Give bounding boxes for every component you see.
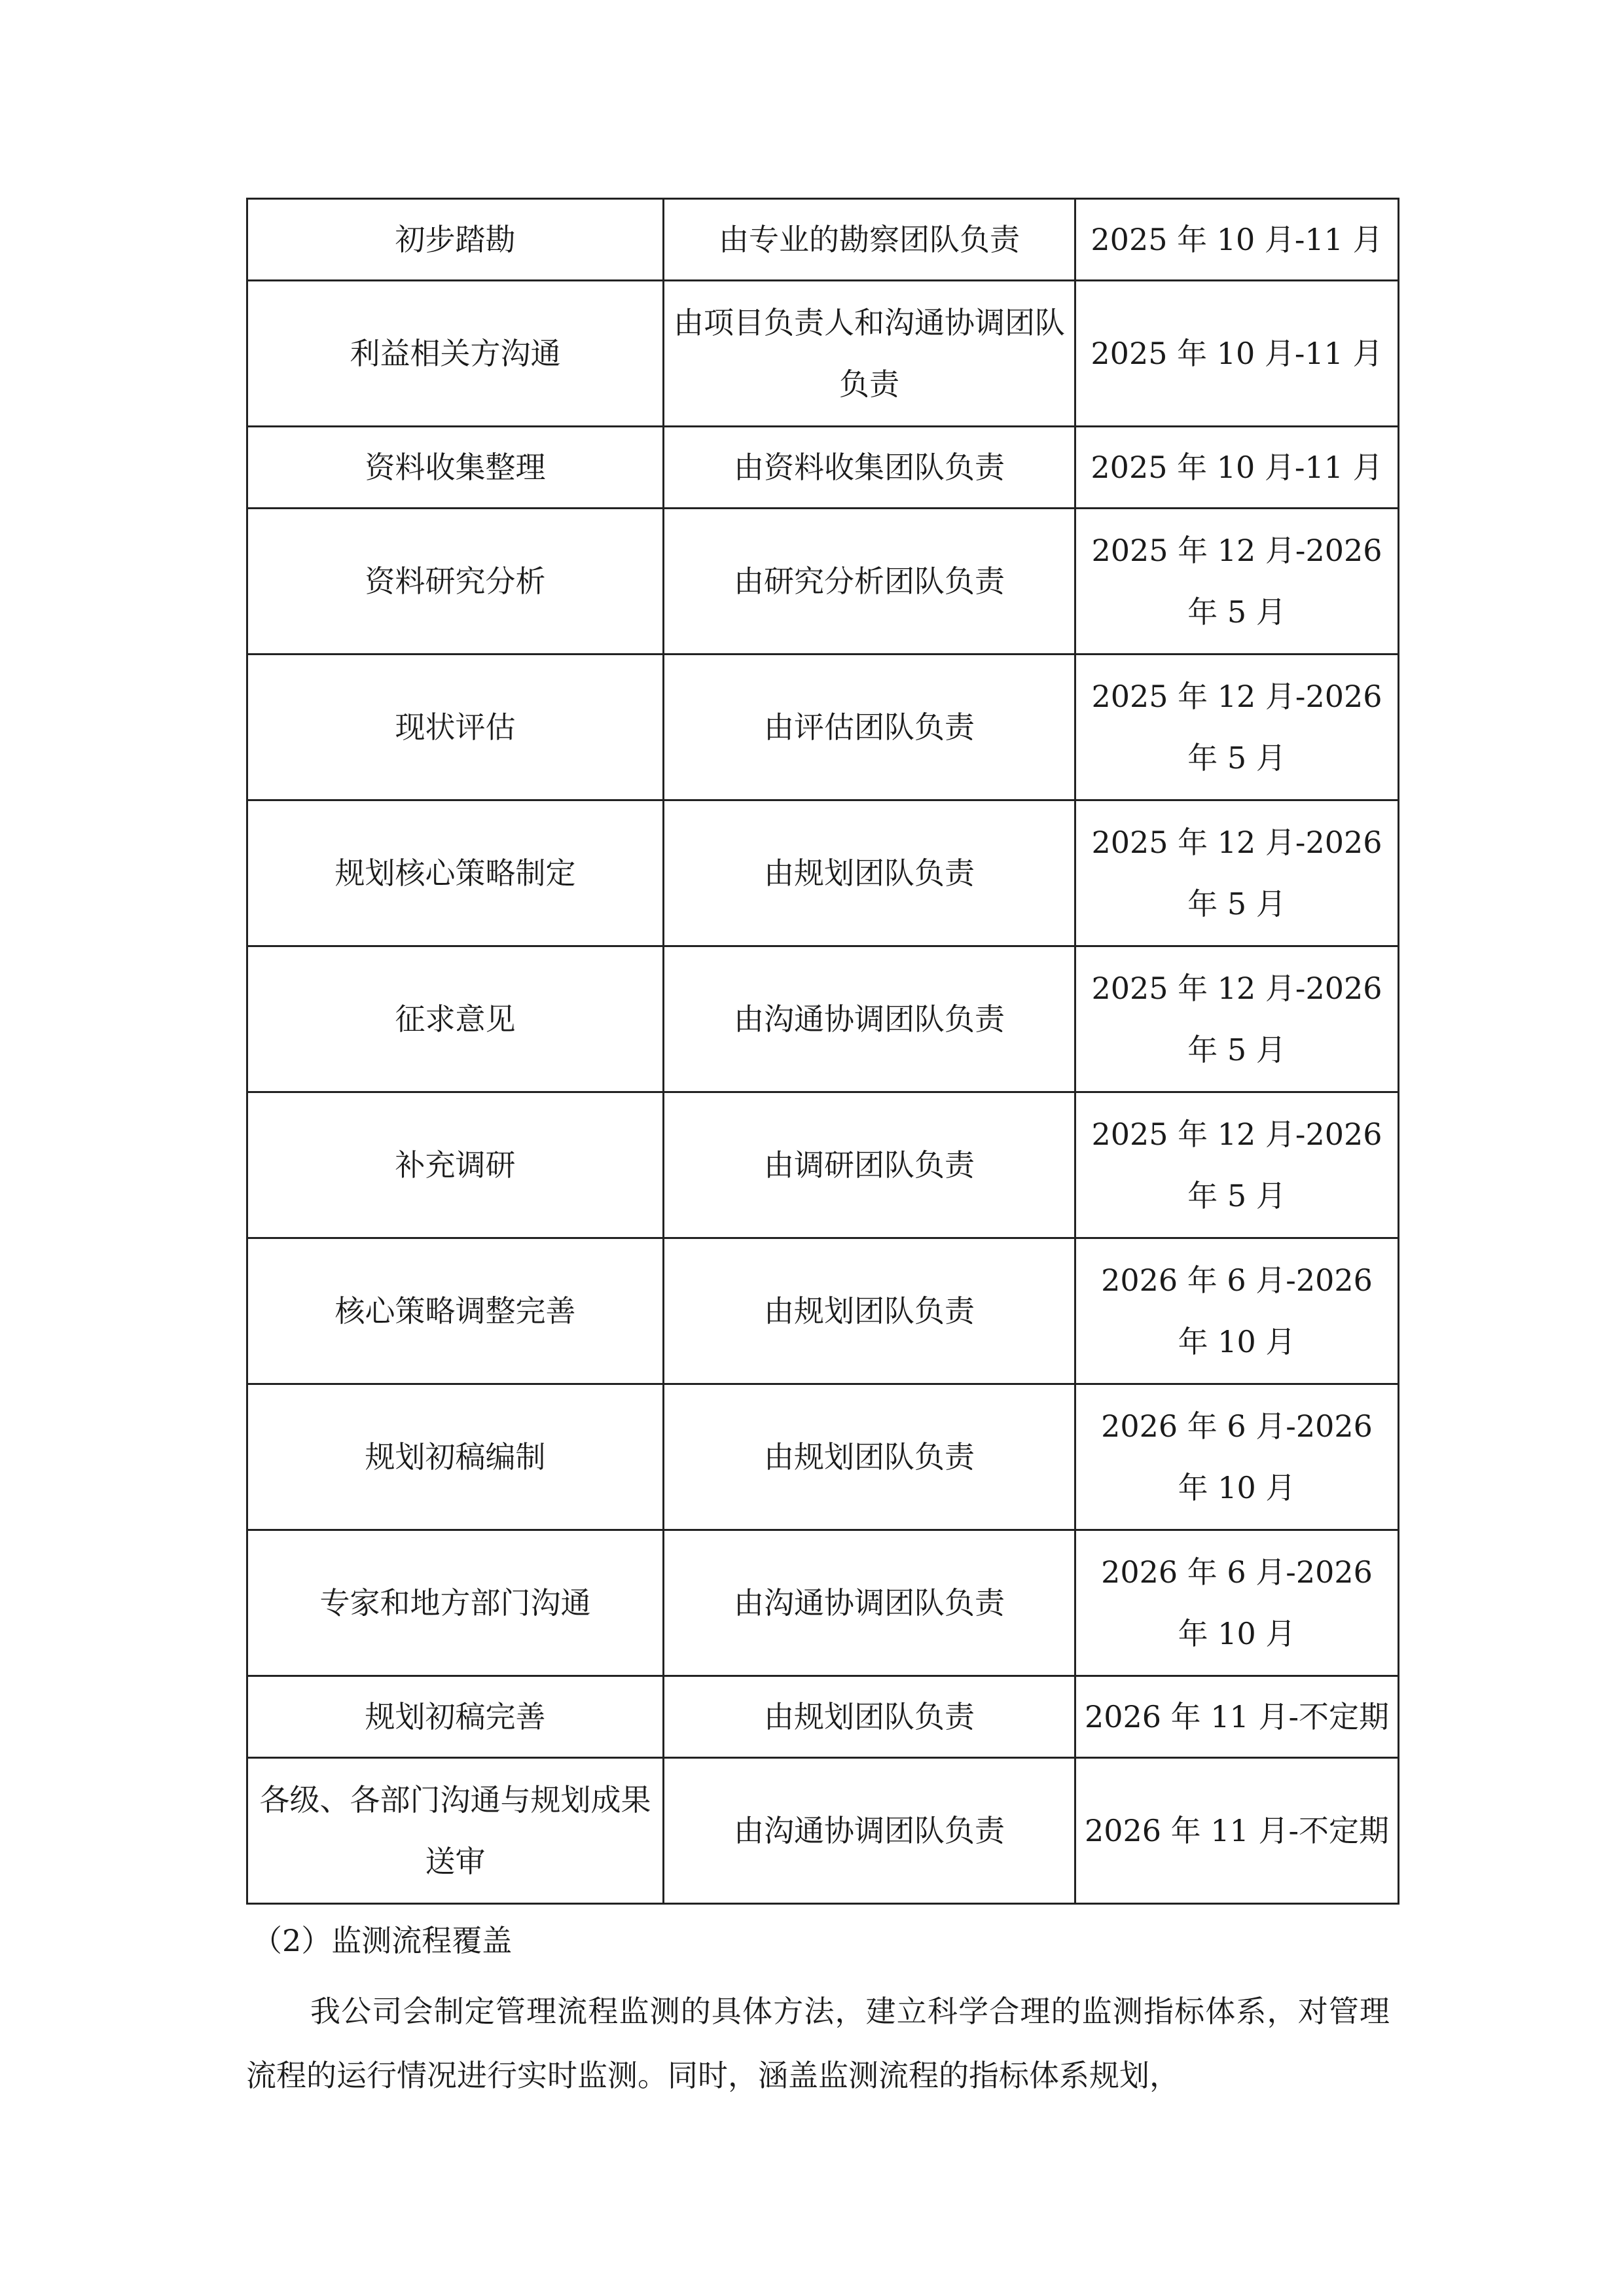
owner-cell: 由规划团队负责 (664, 1676, 1075, 1758)
table-row (247, 427, 1399, 509)
table-row (247, 1092, 1399, 1238)
owner-cell: 由评估团队负责 (664, 655, 1075, 800)
time-cell: 2025 年 10 月-11 月 (1075, 199, 1399, 281)
time-cell: 2025 年 10 月-11 月 (1075, 427, 1399, 509)
owner-cell: 由专业的勘察团队负责 (664, 199, 1075, 281)
table-row (247, 655, 1399, 800)
owner-cell: 由沟通协调团队负责 (664, 946, 1075, 1092)
task-cell: 规划初稿编制 (247, 1384, 664, 1530)
task-cell: 专家和地方部门沟通 (247, 1530, 664, 1676)
task-cell: 补充调研 (247, 1092, 664, 1238)
table-row (247, 509, 1399, 655)
time-cell: 2025 年 12 月-2026 年 5 月 (1075, 946, 1399, 1092)
schedule-table (246, 198, 1399, 1905)
task-cell: 现状评估 (247, 655, 664, 800)
owner-cell: 由沟通协调团队负责 (664, 1530, 1075, 1676)
time-cell: 2025 年 12 月-2026 年 5 月 (1075, 655, 1399, 800)
owner-cell: 由规划团队负责 (664, 1238, 1075, 1384)
time-cell: 2026 年 6 月-2026 年 10 月 (1075, 1530, 1399, 1676)
task-cell: 初步踏勘 (247, 199, 664, 281)
time-cell: 2025 年 10 月-11 月 (1075, 281, 1399, 427)
time-cell: 2025 年 12 月-2026 年 5 月 (1075, 1092, 1399, 1238)
table-row (247, 281, 1399, 427)
owner-cell: 由沟通协调团队负责 (664, 1758, 1075, 1904)
table-row (247, 1384, 1399, 1530)
table-row (247, 800, 1399, 946)
task-cell: 核心策略调整完善 (247, 1238, 664, 1384)
task-cell: 利益相关方沟通 (247, 281, 664, 427)
owner-cell: 由研究分析团队负责 (664, 509, 1075, 655)
task-cell: 资料研究分析 (247, 509, 664, 655)
task-cell: 资料收集整理 (247, 427, 664, 509)
table-row (247, 199, 1399, 281)
body-paragraph: 我公司会制定管理流程监测的具体方法，建立科学合理的监测指标体系，对管理流程的运行情况进行实时监测。同时，涵盖监测流程的指标体系规划， (246, 1994, 1390, 2093)
time-cell: 2026 年 6 月-2026 年 10 月 (1075, 1384, 1399, 1530)
time-cell: 2025 年 12 月-2026 年 5 月 (1075, 509, 1399, 655)
owner-cell: 由资料收集团队负责 (664, 427, 1075, 509)
table-row (247, 946, 1399, 1092)
time-cell: 2026 年 6 月-2026 年 10 月 (1075, 1238, 1399, 1384)
time-cell: 2026 年 11 月-不定期 (1075, 1758, 1399, 1904)
time-cell: 2025 年 12 月-2026 年 5 月 (1075, 800, 1399, 946)
owner-cell: 由规划团队负责 (664, 1384, 1075, 1530)
table-row (247, 1758, 1399, 1904)
table-row (247, 1238, 1399, 1384)
task-cell: 规划核心策略制定 (247, 800, 664, 946)
owner-cell: 由规划团队负责 (664, 800, 1075, 946)
time-cell: 2026 年 11 月-不定期 (1075, 1676, 1399, 1758)
owner-cell: 由项目负责人和沟通协调团队负责 (664, 281, 1075, 427)
owner-cell: 由调研团队负责 (664, 1092, 1075, 1238)
task-cell: 征求意见 (247, 946, 664, 1092)
section-heading: （2）监测流程覆盖 (252, 1923, 513, 1958)
table-row (247, 1530, 1399, 1676)
table-row (247, 1676, 1399, 1758)
task-cell: 各级、各部门沟通与规划成果送审 (247, 1758, 664, 1904)
task-cell: 规划初稿完善 (247, 1676, 664, 1758)
